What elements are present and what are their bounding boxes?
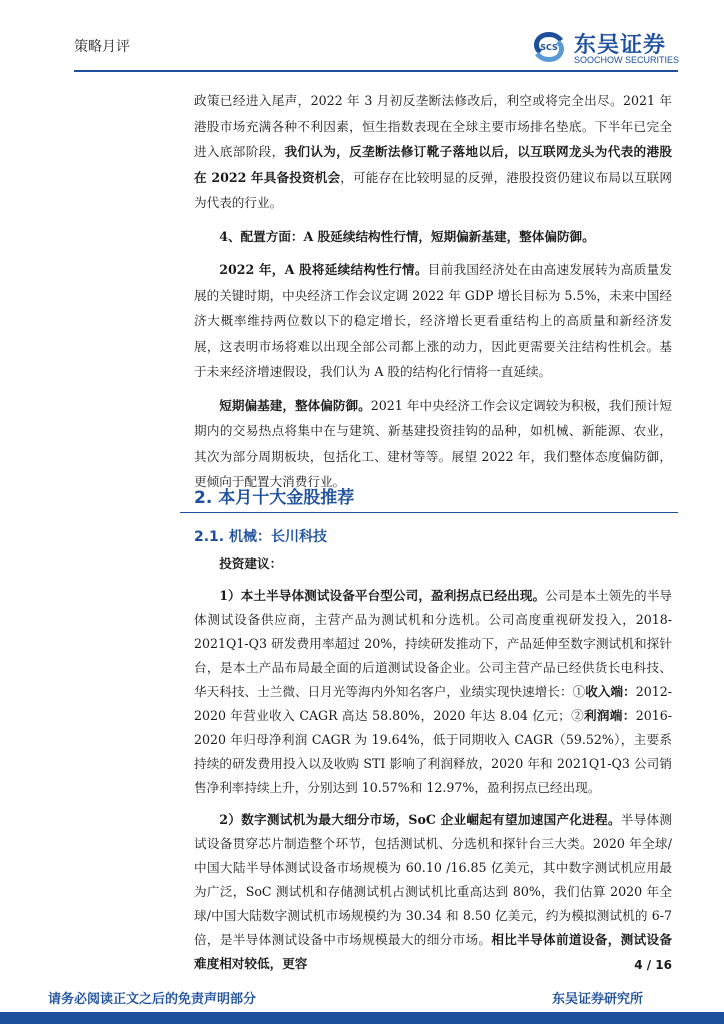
bold-text-run: 4、配置方面：A 股延续结构性行情，短期偏新基建，整体偏防御。 bbox=[219, 228, 595, 244]
logo-chinese-name: 东吴证券 bbox=[574, 33, 667, 58]
text-run: 半导体测试设备贯穿芯片制造整个环节，包括测试机、分选机和探针台三大类。2020 年全球/中国大陆半导体测试设备市场规模为 60.10 /16.85 亿美元，其中数字测试机应用最为广泛，SoC 测试机和存储测试机占测试机比重高达到 80%，我们估算 2020 年全球/中国大陆数字测试机市场规模约为 30.34 和 8.50 亿美元，约为模拟测试机的 6-7 倍，是半导体测试设备中市场规模最大的细分市场。 bbox=[194, 812, 673, 947]
soochow-logo-icon bbox=[530, 28, 568, 66]
bold-text-run: 2）数字测试机为最大细分市场，SoC 企业崛起有望加速国产化进程。 bbox=[219, 812, 621, 827]
header-divider bbox=[74, 70, 678, 72]
text-run: 目前我国经济处在由高速发展转为高质量发展的关键时期，中央经济工作会议定调 2022 年 GDP 增长目标为 5.5%，未来中国经济大概率维持两位数以下的稳定增长，经济增长更看重结构上的高质量和新经济发展，这表明市场将难以出现全部公司都上涨的动力，因此更需要关注结构性机会。基于未来经济增速假设，我们认为 A 股的结构化行情将一直延续。 bbox=[194, 262, 673, 379]
text-run: 2012-2020 年营业收入 CAGR 高达 58.80%，2020 年达 8.04 亿元；② bbox=[194, 684, 673, 723]
page-number: 4 / 16 bbox=[634, 958, 672, 972]
paragraph bbox=[194, 552, 672, 576]
paragraph bbox=[194, 584, 672, 800]
disclaimer-note: 请务必阅读正文之后的免责声明部分 bbox=[48, 992, 257, 1007]
paragraph bbox=[194, 393, 672, 495]
bold-text-run: 投资建议： bbox=[219, 556, 283, 571]
institute-name: 东吴证券研究所 bbox=[552, 992, 644, 1007]
paragraph bbox=[194, 224, 672, 250]
footer-bar bbox=[0, 1012, 724, 1024]
logo-english-name: SOOCHOW SECURITIES bbox=[574, 55, 680, 65]
paragraph bbox=[194, 808, 672, 976]
bold-text-run: 短期偏基建，整体偏防御。 bbox=[219, 397, 371, 413]
subsection-heading: 2.1. 机械：长川科技 bbox=[194, 529, 327, 545]
paragraph bbox=[194, 88, 672, 216]
bold-text-run: 2022 年，A 股将延续结构性行情。 bbox=[219, 262, 428, 277]
text-run: 2016-2020 年归母净利润 CAGR 为 19.64%，低于同期收入 CAGR（59.52%），主要系持续的研发费用投入以及收购 STI 影响了利润释放，2020 年和 2021Q1-Q3 公司销售净利率持续上升，分别达到 10.57%和 12.97%，盈利拐点已经出现。 bbox=[194, 708, 672, 795]
bold-text-run: 我们认为，反垄断法修订靴子落地以后，以互联网龙头为代表的港股在 2022 年具备投资机会 bbox=[194, 144, 673, 185]
text-run: 政策已经进入尾声，2022 年 3 月初反垄断法修改后，利空或将完全出尽。2021 年港股市场充满各种不利因素，恒生指数表现在全球主要市场排名垫底。下半年已完全进入底部阶段， bbox=[194, 93, 672, 159]
text-run: 公司是本土领先的半导体测试设备供应商，主营产品为测试机和分选机。公司高度重视研发投入，2018-2021Q1-Q3 研发费用率超过 20%，持续研发推动下，产品延伸至数字测试机和探针台，是本土产品布局最全面的后道测试设备企业。公司主营产品已经供货长电科技、华天科技、士兰微、日月光等海内外知名客户，业绩实现快速增长：① bbox=[194, 588, 673, 699]
bold-text-run: 收入端： bbox=[585, 684, 636, 699]
bold-text-run: 利润端： bbox=[584, 708, 636, 723]
bold-text-run: 1）本土半导体测试设备平台型公司，盈利拐点已经出现。 bbox=[219, 588, 546, 603]
logo-mark-text: SCS bbox=[540, 43, 558, 52]
report-type-label: 策略月评 bbox=[74, 39, 130, 55]
soochow-logo bbox=[530, 28, 680, 68]
section-heading: 2. 本月十大金股推荐 bbox=[194, 488, 355, 508]
body-text-block-1 bbox=[194, 88, 672, 495]
bold-text-run: 相比半导体前道设备，测试设备难度相对较低，更容 bbox=[194, 932, 673, 971]
paragraph bbox=[194, 257, 672, 385]
body-text-block-2 bbox=[194, 552, 672, 976]
section-divider bbox=[180, 512, 678, 513]
text-run: 2021 年中央经济工作会议定调较为积极，我们预计短期内的交易热点将集中在与建筑、新基建投资挂钩的品种，如机械、新能源、农业，其次为部分周期板块，包括化工、建材等等。展望 2022 年，我们整体态度偏防御，更倾向于配置大消费行业。 bbox=[194, 397, 672, 489]
text-run: ，可能存在比较明显的反弹，港股投资仍建议布局以互联网为代表的行业。 bbox=[194, 169, 672, 210]
